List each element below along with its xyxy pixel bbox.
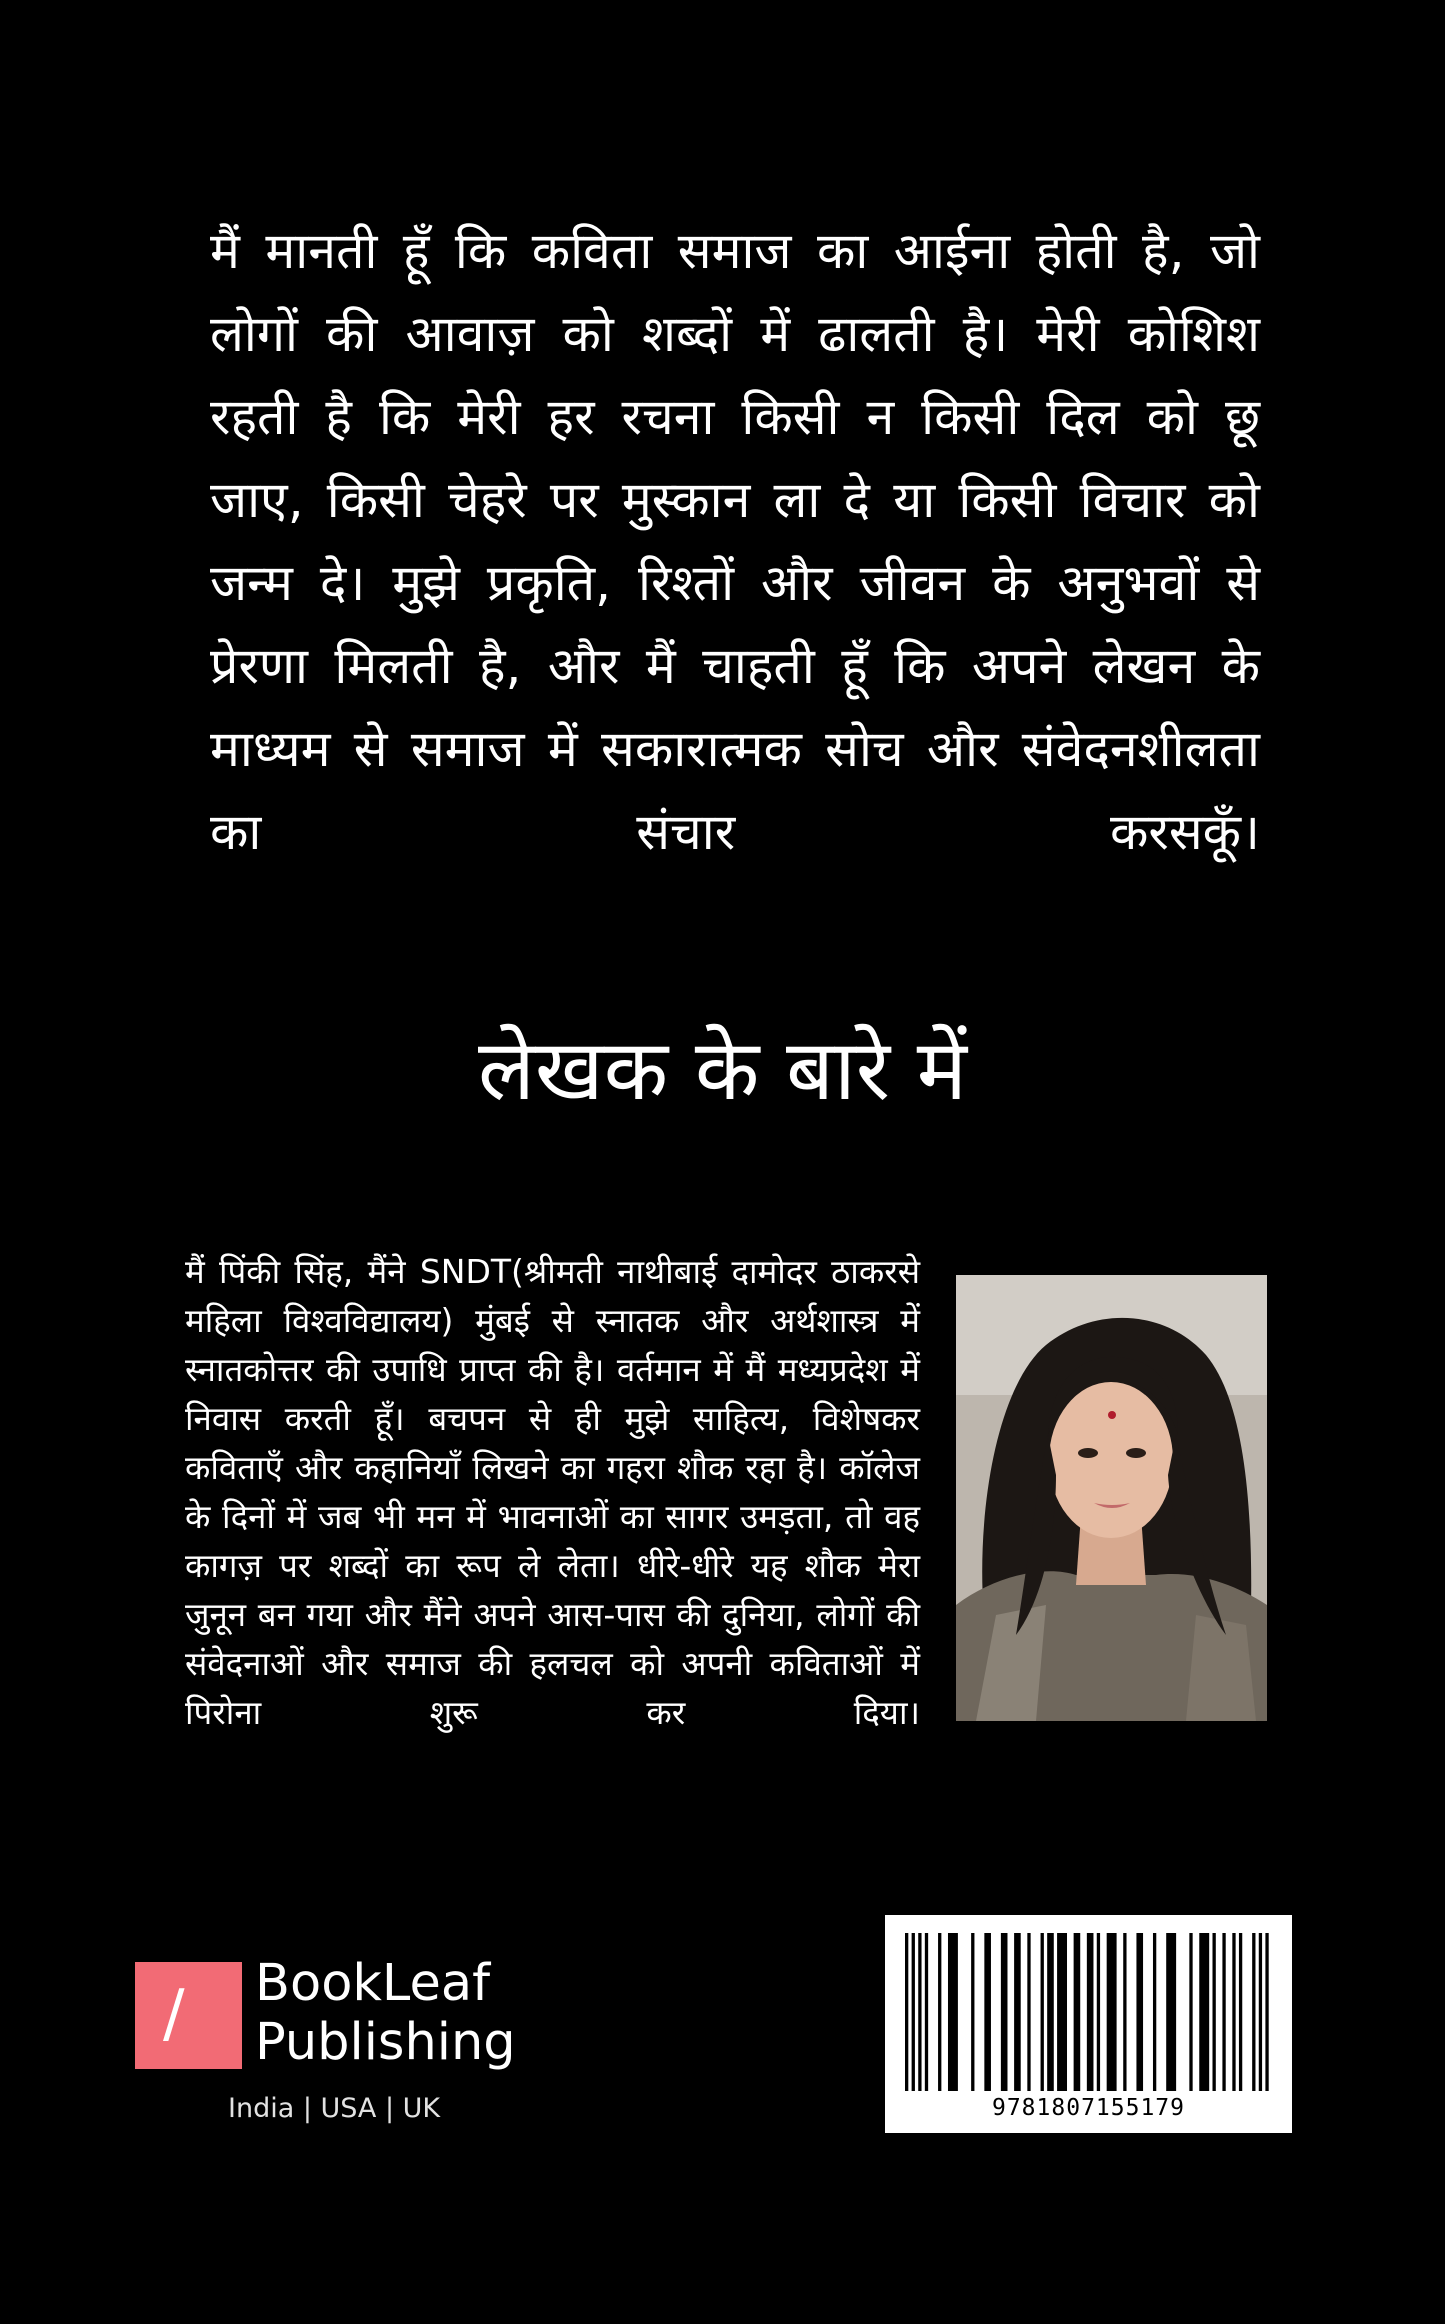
barcode-bar [1057, 1933, 1067, 2091]
barcode-bar [1047, 1933, 1054, 2091]
barcode-bar [1259, 1933, 1262, 2091]
publisher-name-line2: Publishing [255, 2013, 516, 2072]
barcode-bar [1265, 1933, 1268, 2091]
barcode-bar [912, 1933, 915, 2091]
publisher-regions: India | USA | UK [228, 2093, 441, 2124]
barcode-bar [1001, 1933, 1008, 2091]
isbn-number: 9781807155179 [991, 2095, 1185, 2121]
barcode-bar [1041, 1933, 1044, 2091]
barcode-bar [1252, 1933, 1255, 2091]
barcode-bar [1136, 1933, 1143, 2091]
about-author-heading: लेखक के बारे में [477, 1021, 968, 1119]
barcode-bar [1123, 1933, 1126, 2091]
barcode-bar [925, 1933, 928, 2091]
barcode-bar [984, 1933, 991, 2091]
barcode-bar [938, 1933, 941, 2091]
barcode-bar [905, 1933, 908, 2091]
publisher-name-line1: BookLeaf [255, 1954, 491, 2013]
barcode-bar [1222, 1933, 1225, 2091]
isbn-barcode [885, 1915, 1292, 2133]
barcode-bar [1153, 1933, 1156, 2091]
barcode-bar [1189, 1933, 1192, 2091]
publisher-logo [135, 1954, 555, 2132]
barcode-bar [1014, 1933, 1021, 2091]
author-bio: मैं पिंकी सिंह, मैंने SNDT(श्रीमती नाथीबाई दामोदर ठाकरसे महिला विश्वविद्यालय) मुंबई से स्नातक और अर्थशास्त्र में स्नातकोत्तर की उपाधि प्राप्त की है। वर्तमान में मैं मध्यप्रदेश में निवास करती हूँ। बचपन से ही मुझे साहित्य, विशेषकर कविताएँ और कहानियाँ लिखने का गहरा शौक रहा है। कॉलेज के दिनों में जब भी मन में भावनाओं का सागर उमड़ता, तो वह कागज़ पर शब्दों का रूप ले लेता। धीरे-धीरे यह शौक मेरा जुनून बन गया और मैंने अपने आस-पास की दुनिया, लोगों की संवेदनाओं और समाज की हलचल को अपनी कविताओं में पिरोना शुरू कर दिया। [185, 1252, 920, 1732]
barcode-bar [971, 1933, 974, 2091]
barcode-bar [1074, 1933, 1081, 2091]
author-photo [956, 1275, 1267, 1721]
publisher-logo-mark [135, 1962, 242, 2069]
barcode-bar [1232, 1933, 1235, 2091]
intro-paragraph: मैं मानती हूँ कि कविता समाज का आईना होती है, जो लोगों की आवाज़ को शब्दों में ढालती है। मेरी कोशिश रहती है कि मेरी हर रचना किसी न किसी दिल को छू जाए, किसी चेहरे पर मुस्कान ला दे या किसी विचार को जन्म दे। मुझे प्रकृति, रिश्तों और जीवन के अनुभवों से प्रेरणा मिलती है, और मैं चाहती हूँ कि अपने लेखन के माध्यम से समाज में सकारात्मक सोच और संवेदनशीलता का संचार करसकूँ। [210, 222, 1260, 861]
barcode-bar [1199, 1933, 1209, 2091]
barcode-bar [1027, 1933, 1030, 2091]
barcode-bar [1107, 1933, 1117, 2091]
barcode-bar [948, 1933, 958, 2091]
barcode-bar [1166, 1933, 1176, 2091]
barcode-bar [1087, 1933, 1094, 2091]
barcode-bar [1097, 1933, 1100, 2091]
logo-slash-glyph: / [163, 1977, 185, 2051]
barcode-bar [1239, 1933, 1242, 2091]
author-portrait-image [956, 1275, 1267, 1721]
barcode-bars [905, 1933, 1272, 2091]
barcode-bar [918, 1933, 921, 2091]
barcode-bar [1212, 1933, 1215, 2091]
publisher-name [255, 1954, 516, 2072]
